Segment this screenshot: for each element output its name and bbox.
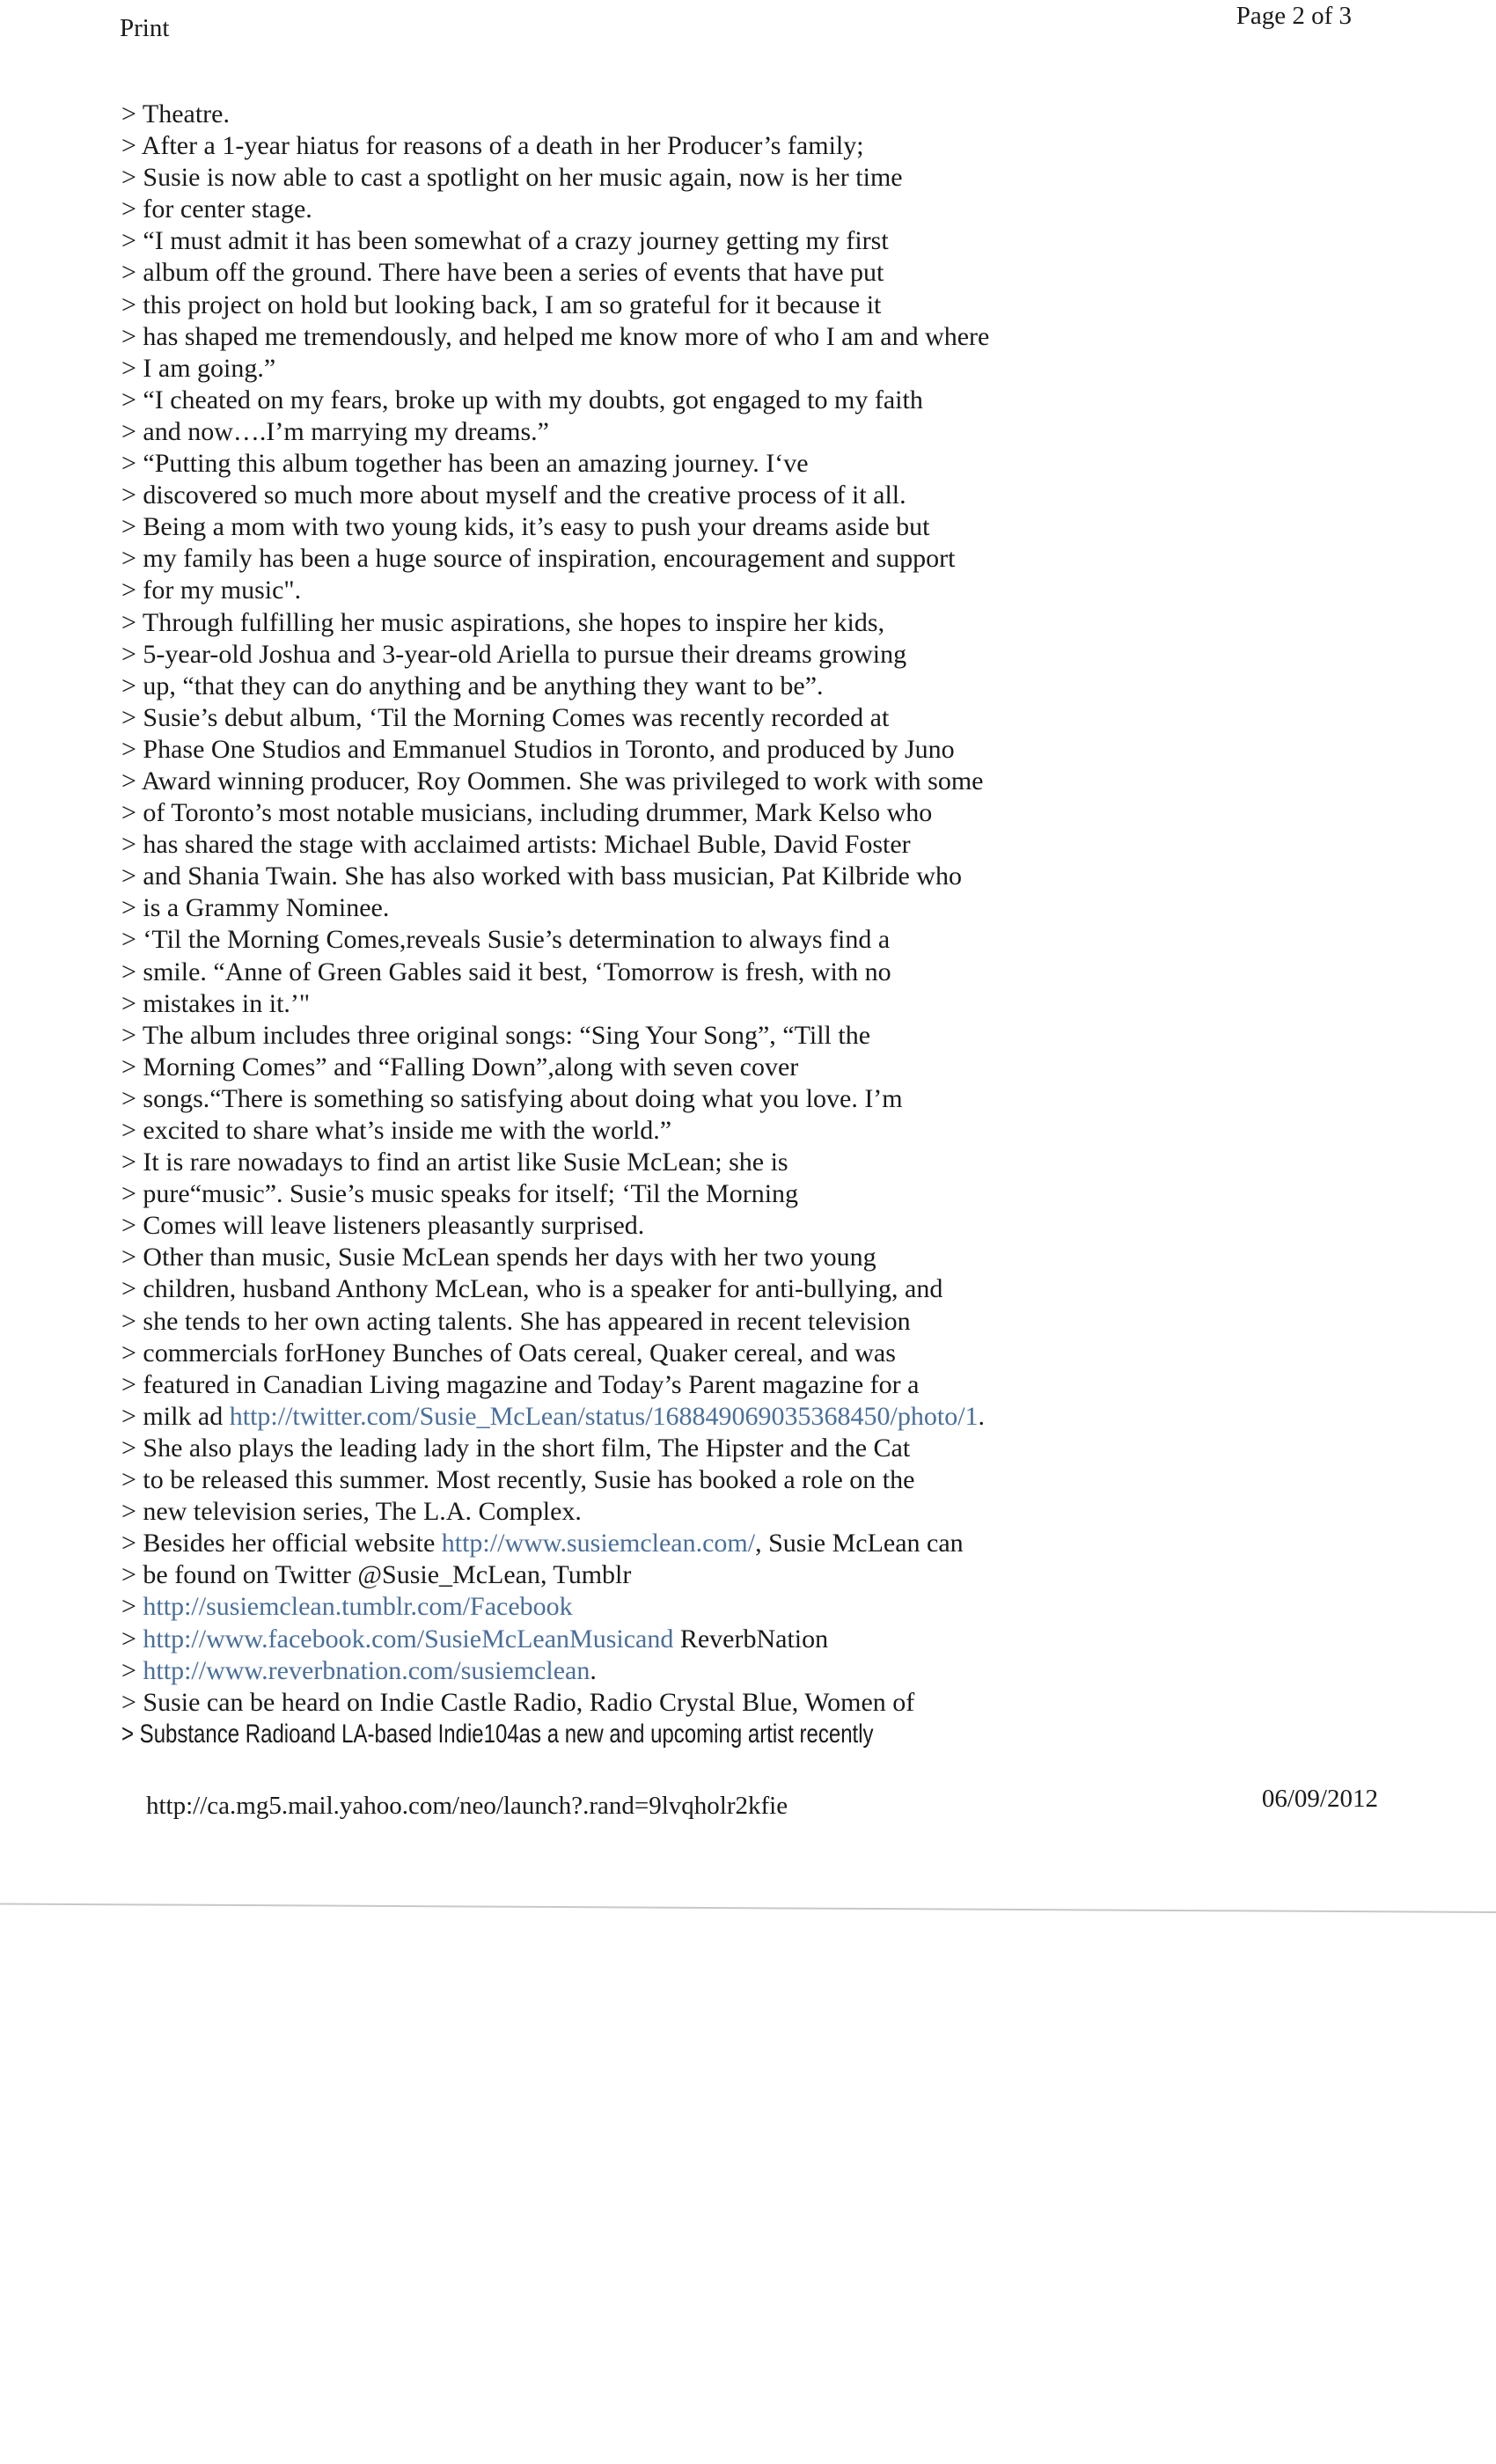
text-segment: > She also plays the leading lady in the short film, The Hipster and the Cat	[121, 1433, 911, 1463]
body-line	[121, 162, 1371, 194]
text-segment: > featured in Canadian Living magazine and Today’s Parent magazine for a	[121, 1369, 920, 1399]
body-line	[121, 829, 1371, 861]
text-segment: > “I cheated on my fears, broke up with my doubts, got engaged to my faith	[121, 385, 923, 414]
body-line	[121, 1083, 1371, 1115]
body-line	[121, 671, 1371, 702]
body-line	[121, 734, 1371, 766]
link[interactable]: http://www.susiemclean.com/	[441, 1529, 756, 1558]
body-line	[121, 1369, 1371, 1401]
text-segment: > my family has been a huge source of inspiration, encouragement and support	[121, 544, 956, 574]
text-segment: > 5-year-old Joshua and 3-year-old Ariella to pursue their dreams growing	[121, 639, 907, 669]
body-line	[121, 416, 1371, 448]
print-label: Print	[120, 14, 170, 42]
body-line	[121, 1464, 1371, 1496]
text-segment: > for my music".	[121, 576, 302, 605]
body-line	[121, 1273, 1371, 1305]
text-segment: > The album includes three original songs: “Sing Your Song”, “Till the	[121, 1020, 871, 1050]
text-segment: > milk ad	[121, 1401, 230, 1431]
text-segment: > Comes will leave listeners pleasantly surprised.	[121, 1211, 645, 1241]
text-segment: > and now….I’m marrying my dreams.”	[121, 416, 549, 446]
text-segment: > smile. “Anne of Green Gables said it best, ‘Tomorrow is fresh, with no	[121, 957, 891, 986]
body-line	[121, 575, 1371, 606]
text-segment: > Susie is now able to cast a spotlight on her music again, now is her time	[121, 163, 903, 193]
text-segment: > Other than music, Susie McLean spends her days with her two young	[121, 1243, 876, 1272]
body-line	[121, 957, 1371, 988]
text-segment: >	[121, 1624, 143, 1654]
page-indicator: Page 2 of 3	[1236, 2, 1352, 30]
body-line	[121, 1401, 1371, 1433]
body-line	[121, 607, 1371, 639]
body-line	[121, 480, 1371, 511]
body-line	[121, 130, 1371, 162]
text-segment: > this project on hold but looking back, I am so grateful for it because it	[121, 290, 882, 319]
text-segment: > discovered so much more about myself and the creative process of it all.	[121, 480, 906, 510]
body-line	[121, 1306, 1371, 1338]
body-line	[121, 1528, 1371, 1559]
body-line	[121, 1559, 1371, 1591]
body-line	[121, 1242, 1371, 1273]
text-segment: > Award winning producer, Roy Oommen. She was privileged to work with some	[121, 766, 984, 796]
body-line	[121, 1591, 1371, 1623]
body-line	[121, 1687, 1371, 1719]
link[interactable]: http://twitter.com/Susie_McLean/status/168849069035368450/photo/1	[229, 1401, 979, 1431]
text-segment: > “Putting this album together has been an amazing journey. I‘ve	[121, 449, 809, 479]
body-line	[121, 511, 1371, 543]
body-line	[121, 639, 1371, 671]
body-line	[121, 99, 1371, 130]
text-segment: > Susie can be heard on Indie Castle Radio, Radio Crystal Blue, Women of	[121, 1687, 915, 1717]
text-segment: > she tends to her own acting talents. She has appeared in recent television	[121, 1306, 911, 1336]
body-line	[121, 861, 1371, 892]
text-segment: > new television series, The L.A. Complex.	[121, 1497, 582, 1527]
body-line	[121, 448, 1371, 480]
body-line	[121, 1433, 1371, 1464]
link[interactable]: http://susiemclean.tumblr.com/Facebook	[143, 1592, 573, 1622]
body-line	[121, 892, 1371, 924]
text-segment: > commercials forHoney Bunches of Oats cereal, Quaker cereal, and was	[121, 1338, 896, 1368]
text-segment: > Through fulfilling her music aspirations, she hopes to inspire her kids,	[121, 607, 885, 637]
body-line	[121, 1624, 1371, 1655]
scan-edge-divider	[0, 1903, 1496, 1913]
text-segment: > ‘Til the Morning Comes,reveals Susie’s determination to always find a	[121, 925, 891, 955]
text-segment: > album off the ground. There have been a series of events that have put	[121, 258, 884, 288]
link[interactable]: http://www.reverbnation.com/susiemclean	[143, 1655, 590, 1685]
text-segment: > I am going.”	[121, 353, 276, 383]
body-line	[121, 1178, 1371, 1210]
text-segment: > has shaped me tremendously, and helped me know more of who I am and where	[121, 321, 990, 351]
text-segment: > songs.“There is something so satisfying about doing what you love. I’m	[121, 1083, 903, 1113]
body-line	[121, 766, 1371, 797]
email-body-text	[121, 99, 1371, 1750]
body-line	[121, 257, 1371, 289]
body-line	[121, 1719, 1121, 1750]
body-line	[121, 1338, 1371, 1369]
text-segment: ReverbNation	[673, 1624, 829, 1654]
text-segment: > be found on Twitter @Susie_McLean, Tumblr	[121, 1560, 632, 1590]
body-line	[121, 385, 1371, 416]
text-segment: > excited to share what’s inside me with the world.”	[121, 1116, 672, 1145]
text-segment: > Theatre.	[121, 99, 230, 128]
text-segment: > Being a mom with two young kids, it’s easy to push your dreams aside but	[121, 512, 930, 542]
text-segment: > Substance Radioand LA-based Indie104as a new and upcoming artist recently	[121, 1719, 874, 1749]
text-segment: > Susie’s debut album, ‘Til the Morning Comes was recently recorded at	[121, 702, 890, 732]
body-line	[121, 1052, 1371, 1083]
body-line	[121, 1655, 1371, 1687]
text-segment: > of Toronto’s most notable musicians, including drummer, Mark Kelso who	[121, 798, 933, 828]
body-line	[121, 797, 1371, 829]
body-line	[121, 924, 1371, 956]
body-line	[121, 1147, 1371, 1178]
body-line	[121, 321, 1371, 353]
text-segment: > Morning Comes” and “Falling Down”,along with seven cover	[121, 1052, 799, 1082]
text-segment: > pure“music”. Susie’s music speaks for itself; ‘Til the Morning	[121, 1179, 799, 1209]
body-line	[121, 1210, 1371, 1242]
body-line	[121, 290, 1371, 321]
text-segment: > and Shania Twain. She has also worked with bass musician, Pat Kilbride who	[121, 862, 962, 891]
text-segment: > Besides her official website	[121, 1529, 442, 1558]
body-line	[121, 543, 1371, 575]
body-line	[121, 988, 1371, 1020]
link[interactable]: http://www.facebook.com/SusieMcLeanMusicand	[143, 1624, 674, 1654]
body-line	[121, 353, 1371, 385]
text-segment: > It is rare nowadays to find an artist like Susie McLean; she is	[121, 1148, 788, 1177]
text-segment: > mistakes in it.’"	[121, 988, 311, 1018]
text-segment: > is a Grammy Nominee.	[121, 893, 390, 923]
text-segment: > After a 1-year hiatus for reasons of a death in her Producer’s family;	[121, 131, 864, 161]
body-line	[121, 194, 1371, 225]
body-line	[121, 1115, 1371, 1147]
text-segment: > has shared the stage with acclaimed artists: Michael Buble, David Foster	[121, 830, 911, 860]
text-segment: > Phase One Studios and Emmanuel Studios in Toronto, and produced by Juno	[121, 734, 955, 764]
body-line	[121, 225, 1371, 257]
body-line	[121, 1496, 1371, 1528]
footer-url: http://ca.mg5.mail.yahoo.com/neo/launch?.rand=9lvqholr2kfie	[146, 1792, 788, 1820]
body-line	[121, 1020, 1371, 1052]
text-segment: > up, “that they can do anything and be anything they want to be”.	[121, 671, 824, 700]
text-segment: >	[121, 1655, 143, 1685]
text-segment: .	[590, 1655, 597, 1685]
text-segment: > to be released this summer. Most recently, Susie has booked a role on the	[121, 1465, 915, 1495]
text-segment: > “I must admit it has been somewhat of a crazy journey getting my first	[121, 226, 889, 256]
footer-date: 06/09/2012	[1261, 1785, 1378, 1813]
text-segment: >	[121, 1592, 143, 1622]
text-segment: .	[978, 1401, 986, 1431]
text-segment: > children, husband Anthony McLean, who is a speaker for anti-bullying, and	[121, 1274, 943, 1304]
text-segment: , Susie McLean can	[755, 1529, 964, 1558]
body-line	[121, 702, 1371, 734]
text-segment: > for center stage.	[121, 194, 312, 224]
